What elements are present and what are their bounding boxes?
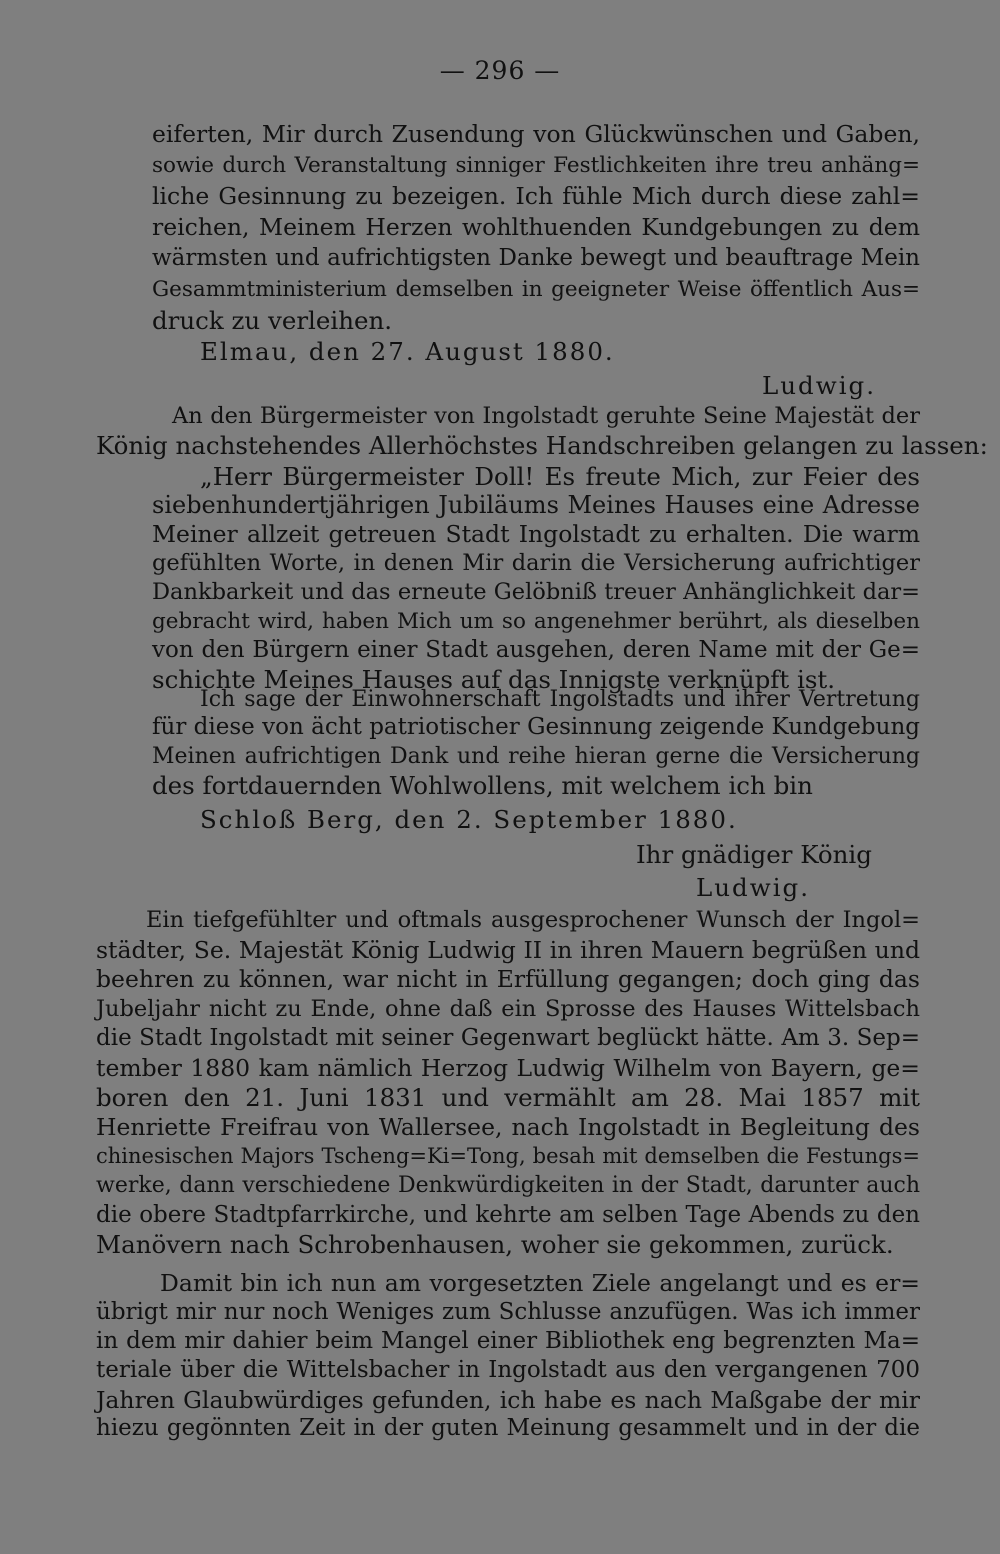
text-line: reichen, Meinem Herzen wohlthuenden Kundgebungen zu dem [152,213,920,241]
text-line: tember 1880 kam nämlich Herzog Ludwig Wilhelm von Bayern, ge= [96,1054,920,1082]
text-line: gefühlten Worte, in denen Mir darin die Versicherung aufrichtiger [152,550,920,576]
text-line: Jubeljahr nicht zu Ende, ohne daß ein Sprosse des Hauses Wittelsbach [96,996,920,1022]
text-line: wärmsten und aufrichtigsten Danke bewegt und beauftrage Mein [152,245,920,271]
text-line: gebracht wird, haben Mich um so angenehmer berührt, als dieselben [152,609,920,634]
signature: Ludwig. [696,873,811,902]
text-line: von den Bürgern einer Stadt ausgehen, deren Name mit der Ge= [152,637,920,663]
text-line: städter, Se. Majestät König Ludwig II in ihren Mauern begrüßen und [96,936,920,964]
letter-closing: Ihr gnädiger König [636,840,872,869]
signature: Ludwig. [762,371,877,400]
text-line: Meinen aufrichtigen Dank und reihe hieran gerne die Versicherung [152,744,920,769]
text-line: hiezu gegönnten Zeit in der guten Meinung gesammelt und in der die [96,1415,920,1441]
text-line: boren den 21. Juni 1831 und vermählt am 28. Mai 1857 mit [96,1083,920,1112]
text-line: des fortdauernden Wohlwollens, mit welchem ich bin [152,771,813,800]
text-line: Dankbarkeit und das erneute Gelöbniß treuer Anhänglichkeit dar= [152,579,920,605]
text-line: eiferten, Mir durch Zusendung von Glückwünschen und Gaben, [152,120,920,148]
text-line: für diese von ächt patriotischer Gesinnung zeigende Kundgebung [152,714,920,740]
page-number: — 296 — [439,56,561,85]
text-line: Ein tiefgefühlter und oftmals ausgesprochener Wunsch der Ingol= [146,907,920,933]
place-date: Elmau, den 27. August 1880. [200,337,615,366]
text-line: druck zu verleihen. [152,306,393,335]
text-line: chinesischen Majors Tscheng=Ki=Tong, besah mit demselben die Festungs= [96,1144,920,1168]
text-line: teriale über die Wittelsbacher in Ingolstadt aus den vergangenen 700 [96,1357,920,1383]
text-line: König nachstehendes Allerhöchstes Handschreiben gelangen zu lassen: [96,431,988,460]
text-line: schichte Meines Hauses auf das Innigste verknüpft ist. [152,665,836,694]
text-line: An den Bürgermeister von Ingolstadt geruhte Seine Majestät der [172,403,920,429]
text-line: Manövern nach Schrobenhausen, woher sie gekommen, zurück. [96,1230,894,1259]
text-line: Gesammtministerium demselben in geeigneter Weise öffentlich Aus= [152,277,920,302]
text-line: übrigt mir nur noch Weniges zum Schlusse anzufügen. Was ich immer [96,1299,920,1325]
text-line: Ich sage der Einwohnerschaft Ingolstadts und ihrer Vertretung [200,687,920,712]
place-date: Schloß Berg, den 2. September 1880. [200,805,738,834]
text-line: Meiner allzeit getreuen Stadt Ingolstadt zu erhalten. Die warm [152,520,920,548]
text-line: die Stadt Ingolstadt mit seiner Gegenwart beglückt hätte. Am 3. Sep= [96,1025,920,1051]
text-line: „Herr Bürgermeister Doll! Es freute Mich, zur Feier des [200,462,920,491]
text-line: die obere Stadtpfarrkirche, und kehrte am selben Tage Abends zu den [96,1202,920,1228]
text-line: siebenhundertjährigen Jubiläums Meines Hauses eine Adresse [152,491,920,519]
text-line: werke, dann verschiedene Denkwürdigkeiten in der Stadt, darunter auch [96,1173,920,1198]
text-line: in dem mir dahier beim Mangel einer Bibliothek eng begrenzten Ma= [96,1328,920,1354]
text-line: liche Gesinnung zu bezeigen. Ich fühle Mich durch diese zahl= [152,182,920,210]
text-line: beehren zu können, war nicht in Erfüllung gegangen; doch ging das [96,965,920,993]
text-line: Jahren Glaubwürdiges gefunden, ich habe es nach Maßgabe der mir [96,1386,920,1414]
text-line: Damit bin ich nun am vorgesetzten Ziele angelangt und es er= [160,1269,920,1297]
text-line: Henriette Freifrau von Wallersee, nach Ingolstadt in Begleitung des [96,1113,920,1141]
text-line: sowie durch Veranstaltung sinniger Festlichkeiten ihre treu anhäng= [152,153,920,178]
